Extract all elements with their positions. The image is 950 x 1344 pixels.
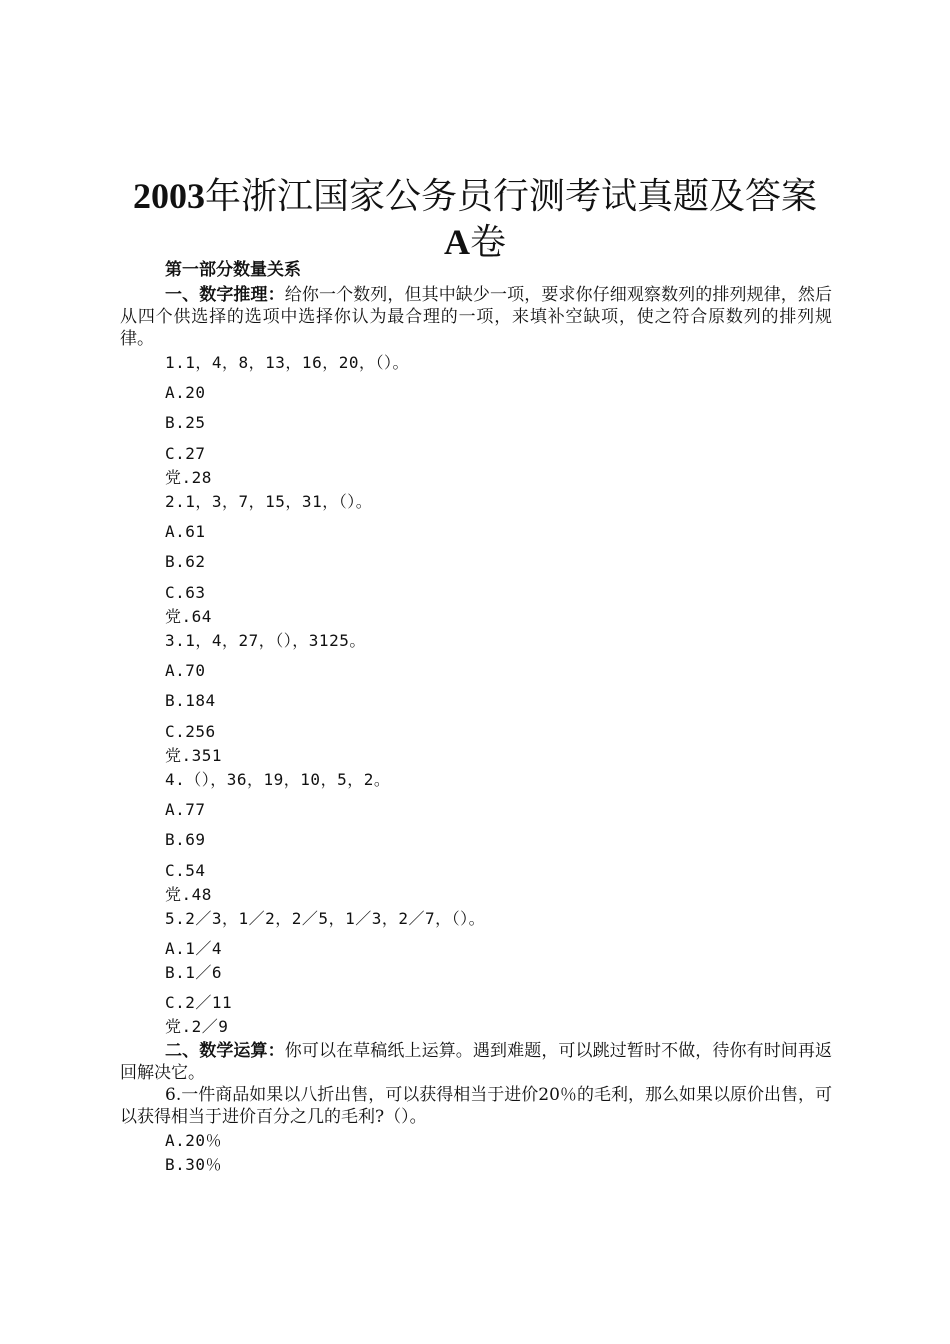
- question-6-option-b: B.30％: [165, 1155, 223, 1174]
- section2-heading: 二、数学运算：: [165, 1041, 285, 1061]
- question-3-option-b: B.184: [165, 691, 216, 710]
- question-1-option-a: A.20: [165, 383, 206, 402]
- document-title-line2: [0, 214, 950, 265]
- part-heading: 第一部分数量关系: [165, 260, 301, 280]
- section1-heading: 一、数字推理：: [165, 285, 285, 305]
- question-5-stem: 5.2／3，1／2，2／5，1／3，2／7，（）。: [165, 909, 486, 928]
- question-3-option-a: A.70: [165, 661, 206, 680]
- question-3-stem: 3.1，4，27，（），3125。: [165, 631, 366, 650]
- question-1-option-b: B.25: [165, 413, 206, 432]
- question-3-option-d: 党.351: [165, 746, 223, 765]
- question-1-stem: 1.1，4，8，13，16，20，（）。: [165, 353, 409, 372]
- document-title-line1: [0, 168, 950, 219]
- question-2-option-a: A.61: [165, 522, 206, 541]
- question-6-option-a: A.20％: [165, 1131, 223, 1150]
- question-4-stem: 4.（），36，19，10，5，2。: [165, 770, 391, 789]
- section1-text: 给你一个数列，但其中缺少一项，要求你仔细观察数列的排列规律，然后从四个供选择的选项中选择你认为最合理的一项，来填补空缺项，使之符合原数列的排列规律。: [120, 285, 833, 349]
- title-year: 2003: [132, 176, 205, 216]
- question-5-option-a: A.1／4: [165, 939, 223, 958]
- question-2-option-d: 党.64: [165, 607, 212, 626]
- question-1-option-c: C.27: [165, 444, 206, 463]
- section2-text: 你可以在草稿纸上运算。遇到难题，可以跳过暂时不做，待你有时间再返回解决它。: [120, 1041, 833, 1083]
- question-5-option-c: C.2／11: [165, 993, 233, 1012]
- title-text: 年浙江国家公务员行测考试真题及答案: [204, 176, 817, 217]
- question-5-option-b: B.1／6: [165, 963, 223, 982]
- question-4-option-b: B.69: [165, 830, 206, 849]
- question-6-stem: 6.一件商品如果以八折出售，可以获得相当于进价20％的毛利，那么如果以原价出售，可以获得相当于进价百分之几的毛利?（）。: [120, 1085, 832, 1127]
- question-3-option-c: C.256: [165, 722, 216, 741]
- title-volume-suffix: 卷: [469, 222, 506, 263]
- question-5-option-d: 党.2／9: [165, 1017, 229, 1036]
- question-2-stem: 2.1，3，7，15，31，（）。: [165, 492, 373, 511]
- question-4-option-c: C.54: [165, 861, 206, 880]
- question-2-option-b: B.62: [165, 552, 206, 571]
- question-4-option-a: A.77: [165, 800, 206, 819]
- question-4-option-d: 党.48: [165, 885, 212, 904]
- section1-paragraph: [120, 284, 832, 350]
- question-1-option-d: 党.28: [165, 468, 212, 487]
- question-2-option-c: C.63: [165, 583, 206, 602]
- section2-paragraph: [120, 1040, 832, 1084]
- title-volume-letter: A: [443, 222, 470, 262]
